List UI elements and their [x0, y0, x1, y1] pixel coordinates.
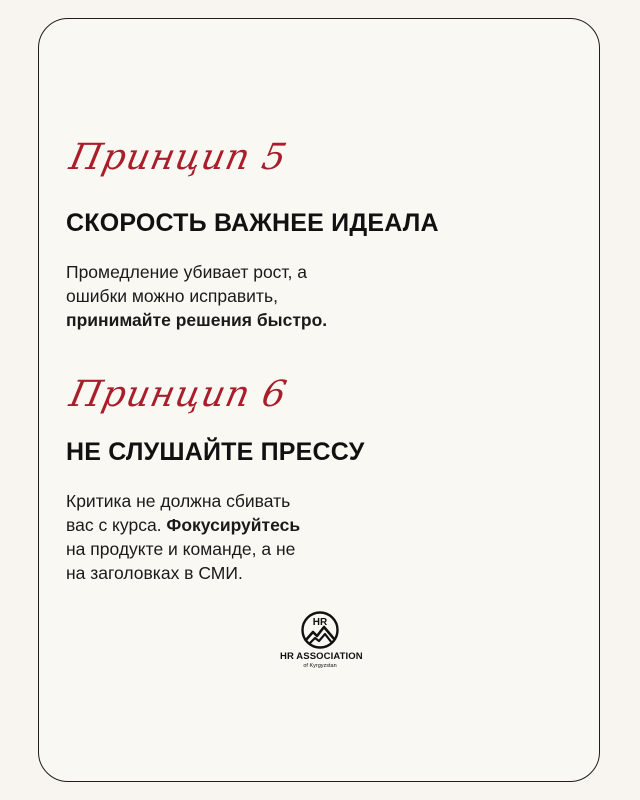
principle-5-title: Принцип 5: [66, 137, 291, 178]
principle-5-heading: СКОРОСТЬ ВАЖНЕЕ ИДЕАЛА: [66, 209, 439, 237]
principle-6-text: [66, 489, 406, 585]
text-line: на продукте и команде, а не: [66, 539, 296, 559]
principle-5-text: [66, 260, 406, 332]
text-line: ошибки можно исправить,: [66, 286, 278, 306]
logo-subtitle: of Kyrgyzstan: [303, 663, 337, 669]
text-line: Промедление убивает рост, а: [66, 262, 307, 282]
principle-6-title: Принцип 6: [66, 374, 291, 415]
hr-association-logo: [280, 610, 363, 669]
hr-mountains-logo-icon: [300, 610, 340, 650]
principle-6-heading: НЕ СЛУШАЙТЕ ПРЕССУ: [66, 438, 365, 466]
text-line: на заголовках в СМИ.: [66, 563, 243, 583]
logo-title: HR ASSOCIATION: [280, 651, 363, 662]
text-line: принимайте решения быстро.: [66, 310, 328, 330]
text-line: Критика не должна сбивать: [66, 491, 291, 511]
text-line: вас с курса. Фокусируйтесь: [66, 515, 301, 535]
logo-mark-text: HR: [312, 617, 328, 628]
